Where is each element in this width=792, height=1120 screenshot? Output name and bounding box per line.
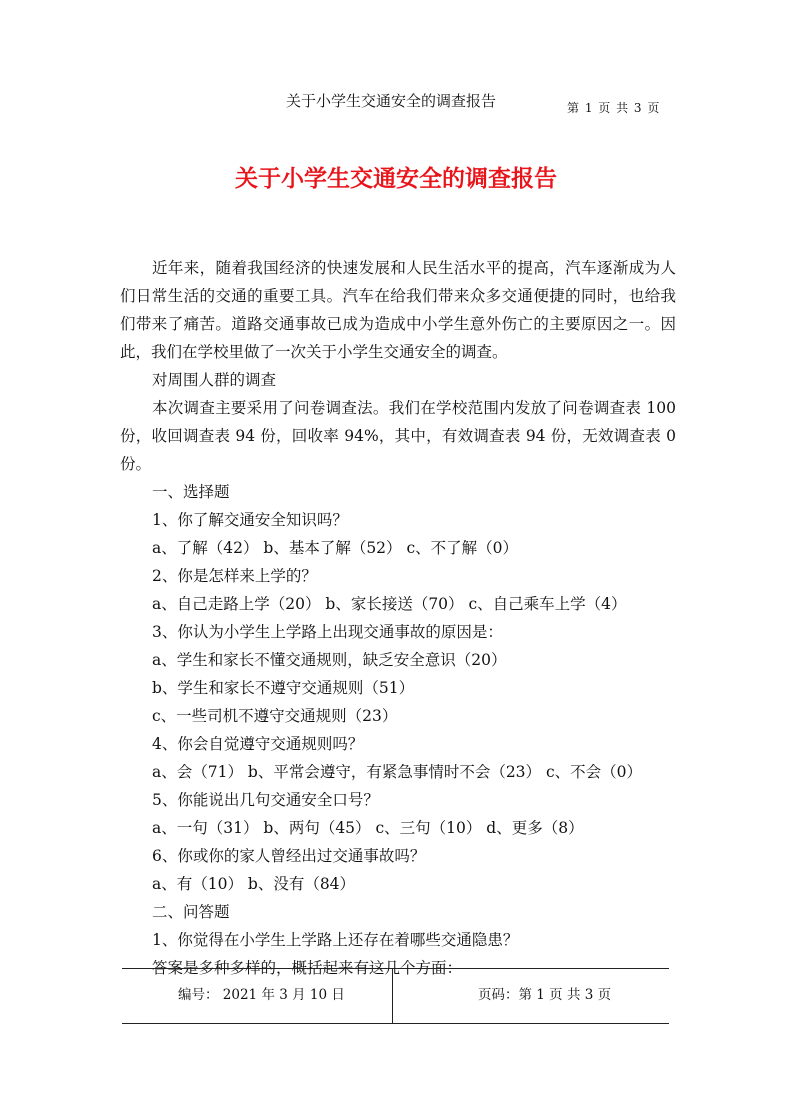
footer-page-code: 页码：第 1 页 共 3 页 <box>478 987 612 1003</box>
footer-number: 编号： 2021 年 3 月 10 日 <box>178 987 345 1003</box>
text-line: 一、选择题 <box>152 483 230 501</box>
text-line: 答案是多种多样的，概括起来有这几个方面： <box>152 959 463 977</box>
footer-bottom-rule <box>122 1023 669 1024</box>
text-line: a、会（71） b、平常会遵守，有紧急事情时不会（23） c、不会（0） <box>152 763 643 781</box>
text-line: 4、你会自觉遵守交通规则吗？ <box>152 735 364 753</box>
text-line: a、自己走路上学（20） b、家长接送（70） c、自己乘车上学（4） <box>152 595 627 613</box>
text-line: a、一句（31） b、两句（45） c、三句（10） d、更多（8） <box>152 819 584 837</box>
text-line: a、有（10） b、没有（84） <box>152 875 356 893</box>
text-line: 2、你是怎样来上学的？ <box>152 567 317 585</box>
text-line: 6、你或你的家人曾经出过交通事故吗？ <box>152 847 426 865</box>
text-line: 1、你觉得在小学生上学路上还存在着哪些交通隐患？ <box>152 931 519 949</box>
footer-top-rule <box>122 968 669 969</box>
header-title: 关于小学生交通安全的调查报告 <box>286 92 497 110</box>
method-paragraph: 本次调查主要采用了问卷调查法。我们在学校范围内发放了问卷调查表 100 份，收回调查表 94 份，回收率 94%，其中，有效调查表 94 份，无效调查表 0 份。 <box>120 399 676 473</box>
text-line: 二、问答题 <box>152 903 230 921</box>
text-line: 1、你了解交通安全知识吗？ <box>152 511 348 529</box>
intro-paragraph: 近年来，随着我国经济的快速发展和人民生活水平的提高，汽车逐渐成为人们日常生活的交通的重要工具。汽车在给我们带来众多交通便捷的同时，也给我们带来了痛苦。道路交通事故已成为造成中小学生意外伤亡的主要原因之一。因此，我们在学校里做了一次关于小学生交通安全的调查。 <box>120 259 676 361</box>
text-line: a、了解（42） b、基本了解（52） c、不了解（0） <box>152 539 519 557</box>
text-line: b、学生和家长不遵守交通规则（51） <box>152 679 415 697</box>
page-title: 关于小学生交通安全的调查报告 <box>235 165 557 192</box>
text-line: c、一些司机不遵守交通规则（23） <box>152 707 398 725</box>
text-line: a、学生和家长不懂交通规则，缺乏安全意识（20） <box>152 651 507 669</box>
document-body <box>120 254 676 982</box>
footer-divider <box>392 968 393 1023</box>
text-line: 3、你认为小学生上学路上出现交通事故的原因是： <box>152 623 503 641</box>
text-line: 5、你能说出几句交通安全口号？ <box>152 791 379 809</box>
section-heading: 对周围人群的调查 <box>152 371 277 389</box>
header-page-info: 第 1 页 共 3 页 <box>567 101 661 115</box>
